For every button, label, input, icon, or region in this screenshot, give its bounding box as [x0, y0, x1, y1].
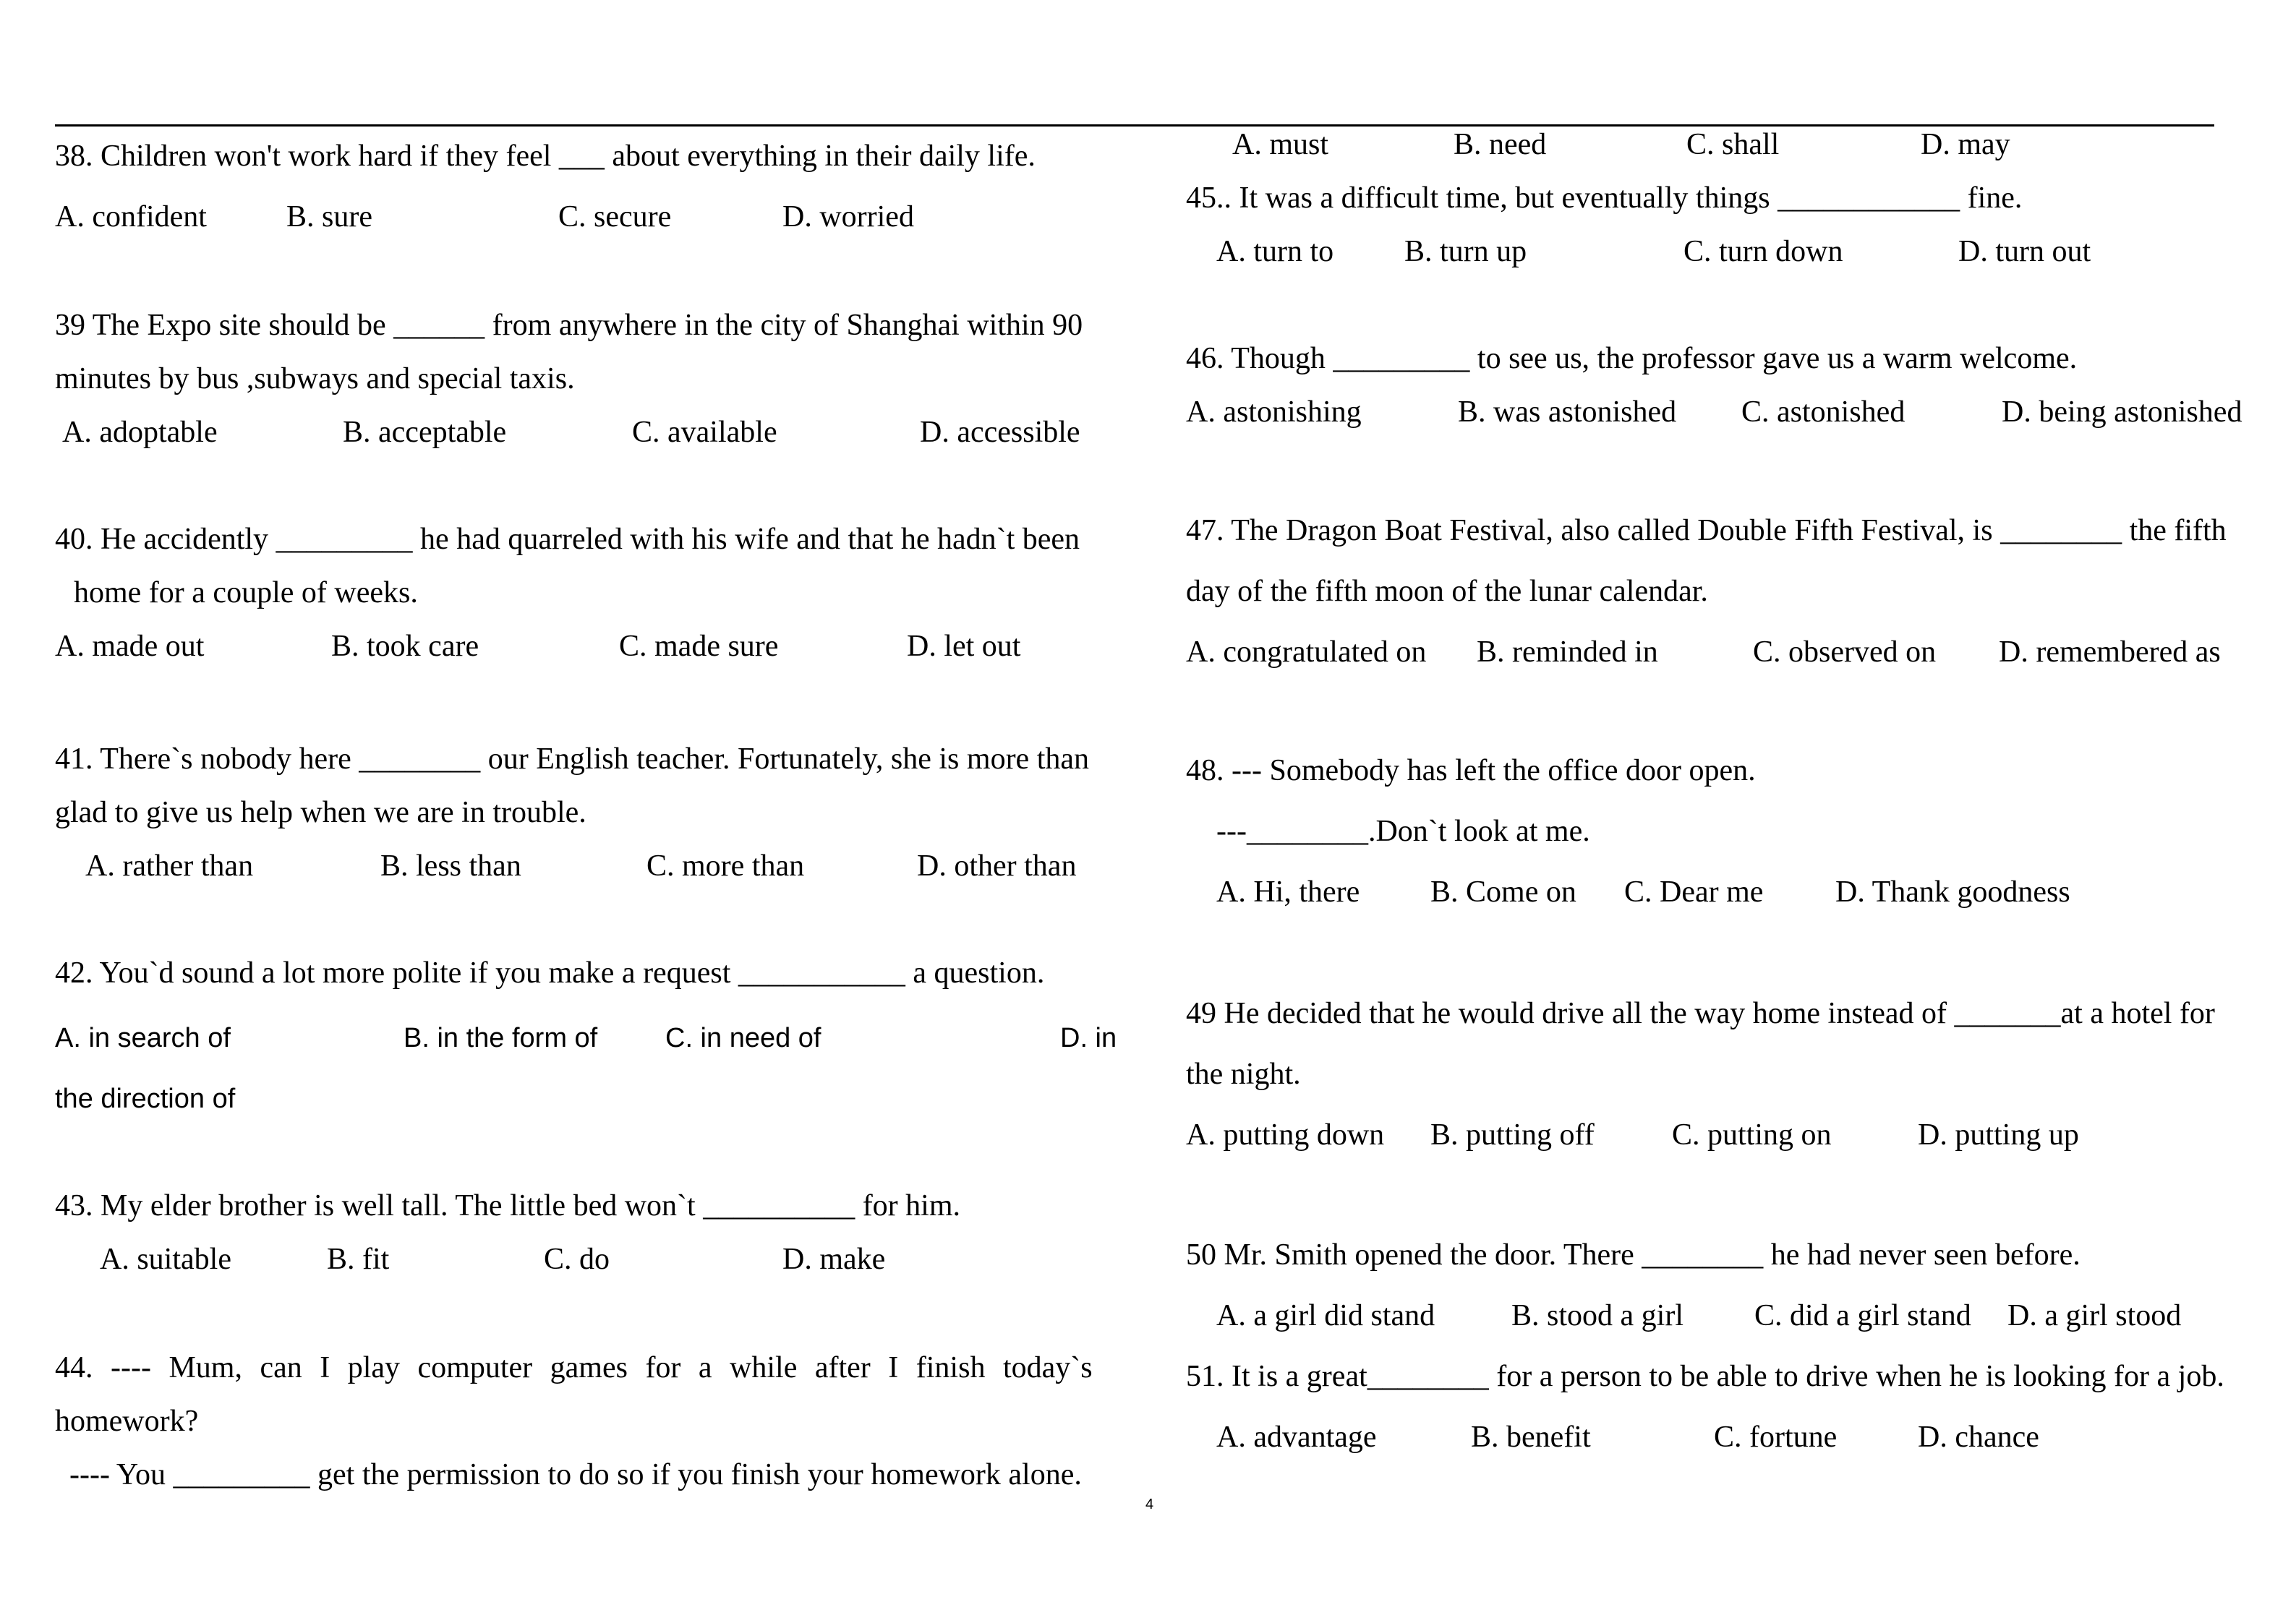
question-46-stem: 46. Though _________ to see us, the professor gave us a warm welcome. [1186, 342, 2078, 375]
question-49-line1: 49 He decided that he would drive all the way home instead of _______at a hotel for [1186, 997, 2215, 1030]
q41-option-c: C. more than [646, 849, 805, 883]
question-45-stem: 45.. It was a difficult time, but eventually things ____________ fine. [1186, 181, 2023, 215]
q40-option-c: C. made sure [619, 630, 779, 663]
q38-option-c: C. secure [558, 200, 672, 234]
question-44-line1: 44. ---- Mum, can I play computer games for a while after I finish today`s [55, 1351, 1093, 1384]
q42-option-c: C. in need of [665, 1023, 821, 1053]
q41-option-b: B. less than [380, 849, 521, 883]
question-47-line2: day of the fifth moon of the lunar calendar. [1186, 575, 1708, 608]
q39-option-c: C. available [632, 416, 777, 449]
header-rule [55, 124, 2214, 127]
question-50-stem: 50 Mr. Smith opened the door. There ________ he had never seen before. [1186, 1238, 2081, 1272]
question-47-line1: 47. The Dragon Boat Festival, also called Double Fifth Festival, is ________ the fifth [1186, 514, 2227, 547]
question-41-line2: glad to give us help when we are in trouble. [55, 796, 586, 829]
q50-option-c: C. did a girl stand [1754, 1299, 1971, 1332]
question-40-line2: home for a couple of weeks. [74, 576, 418, 609]
q45-option-b: B. turn up [1404, 235, 1527, 268]
q47-option-a: A. congratulated on [1186, 635, 1427, 669]
question-42-stem: 42. You`d sound a lot more polite if you make a request ___________ a question. [55, 956, 1045, 990]
q50-option-a: A. a girl did stand [1216, 1299, 1435, 1332]
q38-option-b: B. sure [286, 200, 372, 234]
question-44-line3: ---- You _________ get the permission to do so if you finish your homework alone. [69, 1458, 1082, 1491]
q51-option-d: D. chance [1918, 1421, 2039, 1454]
q46-option-c: C. astonished [1741, 395, 1905, 429]
q51-option-c: C. fortune [1714, 1421, 1838, 1454]
q41-option-a: A. rather than [85, 849, 254, 883]
q40-option-d: D. let out [907, 630, 1021, 663]
q49-option-b: B. putting off [1430, 1118, 1595, 1152]
question-44-line2: homework? [55, 1405, 199, 1438]
q47-option-c: C. observed on [1753, 635, 1937, 669]
q42-option-d: D. in [1060, 1023, 1117, 1053]
q46-option-a: A. astonishing [1186, 395, 1362, 429]
q42-option-b: B. in the form of [404, 1023, 598, 1053]
q48-option-d: D. Thank goodness [1835, 875, 2070, 909]
q38-option-d: D. worried [782, 200, 914, 234]
q49-option-d: D. putting up [1918, 1118, 2079, 1152]
q44-option-d: D. may [1921, 128, 2010, 161]
q47-option-d: D. remembered as [1999, 635, 2221, 669]
q40-option-a: A. made out [55, 630, 205, 663]
q39-option-d: D. accessible [920, 416, 1080, 449]
question-38-stem: 38. Children won't work hard if they feel ___ about everything in their daily life. [55, 140, 1036, 173]
question-48-line2: ---________.Don`t look at me. [1216, 815, 1590, 848]
question-41-line1: 41. There`s nobody here ________ our English teacher. Fortunately, she is more than [55, 742, 1090, 776]
q45-option-a: A. turn to [1216, 235, 1334, 268]
question-49-line2: the night. [1186, 1058, 1301, 1091]
q43-option-b: B. fit [327, 1243, 390, 1276]
q43-option-a: A. suitable [100, 1243, 231, 1276]
q38-option-a: A. confident [55, 200, 207, 234]
q40-option-b: B. took care [331, 630, 479, 663]
q47-option-b: B. reminded in [1477, 635, 1658, 669]
q51-option-b: B. benefit [1471, 1421, 1591, 1454]
q46-option-d: D. being astonished [2002, 395, 2242, 429]
question-51-stem: 51. It is a great________ for a person to be able to drive when he is looking for a job. [1186, 1360, 2224, 1393]
q44-option-c: C. shall [1686, 128, 1780, 161]
q46-option-b: B. was astonished [1458, 395, 1677, 429]
question-39-line2: minutes by bus ,subways and special taxis. [55, 362, 575, 395]
q49-option-a: A. putting down [1186, 1118, 1385, 1152]
q45-option-d: D. turn out [1958, 235, 2091, 268]
page-number: 4 [1145, 1496, 1154, 1512]
q41-option-d: D. other than [917, 849, 1077, 883]
q45-option-c: C. turn down [1683, 235, 1843, 268]
q42-option-d-continuation: the direction of [55, 1084, 236, 1114]
q44-option-b: B. need [1454, 128, 1547, 161]
q43-option-c: C. do [544, 1243, 610, 1276]
q39-option-a: A. adoptable [62, 416, 218, 449]
question-43-stem: 43. My elder brother is well tall. The little bed won`t __________ for him. [55, 1189, 961, 1222]
q44-option-a: A. must [1232, 128, 1329, 161]
q51-option-a: A. advantage [1216, 1421, 1377, 1454]
question-39-line1: 39 The Expo site should be ______ from anywhere in the city of Shanghai within 90 [55, 309, 1083, 342]
q39-option-b: B. acceptable [343, 416, 507, 449]
q43-option-d: D. make [782, 1243, 886, 1276]
q50-option-d: D. a girl stood [2007, 1299, 2182, 1332]
question-40-line1: 40. He accidently _________ he had quarreled with his wife and that he hadn`t been [55, 523, 1080, 556]
q42-option-a: A. in search of [55, 1023, 231, 1053]
question-48-line1: 48. --- Somebody has left the office door open. [1186, 754, 1756, 787]
q49-option-c: C. putting on [1672, 1118, 1832, 1152]
q48-option-c: C. Dear me [1624, 875, 1764, 909]
q48-option-a: A. Hi, there [1216, 875, 1360, 909]
q50-option-b: B. stood a girl [1511, 1299, 1683, 1332]
q48-option-b: B. Come on [1430, 875, 1576, 909]
